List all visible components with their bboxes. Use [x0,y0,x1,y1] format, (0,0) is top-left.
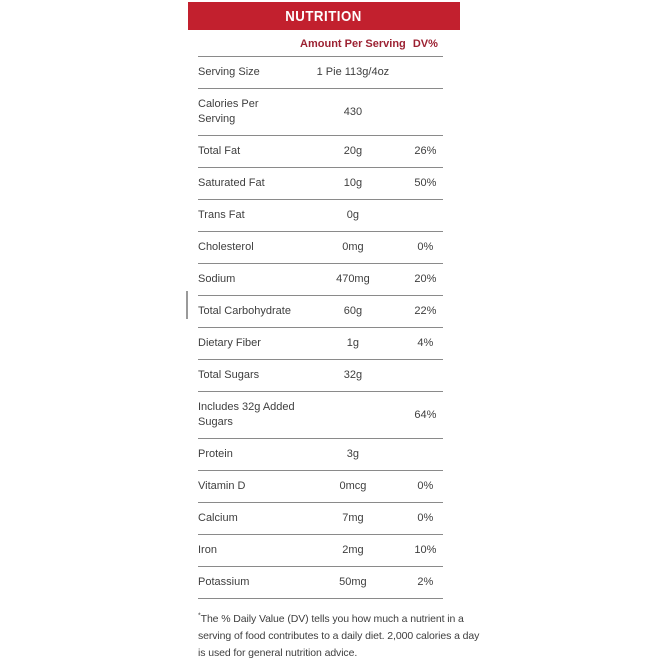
table-row [198,535,443,567]
column-header-dv: DV% [412,38,438,50]
row-label: Protein [198,448,233,460]
nutrition-panel [188,2,480,662]
row-amount: 1g [346,337,360,349]
table-row [198,200,443,232]
cursor-artifact [186,291,188,319]
footnote-line [198,611,464,628]
row-label: Iron [198,544,217,556]
row-label: Trans Fat [198,209,245,221]
table-row [198,264,443,296]
nutrition-table [198,56,443,599]
row-amount: 3g [346,448,360,460]
row-amount: 2mg [342,544,364,556]
table-row [198,567,443,599]
row-label: Serving Size [198,66,260,78]
table-row [198,392,443,439]
row-dv: 2% [417,576,434,588]
row-dv: 26% [414,145,437,157]
row-dv: 4% [417,337,434,349]
row-label: Total Carbohydrate [198,305,291,317]
table-row [198,136,443,168]
row-amount: 0mg [342,241,364,253]
row-dv: 22% [414,305,437,317]
footnote-text: The % Daily Value (DV) tells you how much a nutrient in a [200,613,464,625]
column-header-spacer [198,38,298,50]
row-amount: 470mg [336,273,370,285]
row-dv: 50% [414,177,437,189]
row-amount: 20g [343,145,363,157]
table-row [198,296,443,328]
row-amount: 32g [343,369,363,381]
footnote-line: serving of food contributes to a daily diet. 2,000 calories a day [198,630,480,642]
table-row [198,439,443,471]
footnote [198,611,480,662]
row-dv: 64% [414,408,437,421]
column-header-row [198,30,443,56]
row-amount: 430 [343,105,363,118]
table-row [198,232,443,264]
row-label: Dietary Fiber [198,337,261,349]
row-label: Sodium [198,273,236,285]
row-label: Saturated Fat [198,177,265,189]
row-dv: 0% [417,241,434,253]
footnote-line: is used for general nutrition advice. [198,647,358,659]
table-row [198,168,443,200]
row-amount: 1 Pie 113g/4oz [316,66,390,78]
panel-title: NUTRITION [285,7,363,25]
row-amount: 10g [343,177,363,189]
table-row [198,360,443,392]
row-label: Cholesterol [198,241,254,253]
row-label: Includes 32g Added Sugars [198,401,295,428]
table-row [198,57,443,89]
row-amount: 0mcg [339,480,367,492]
table-row [198,503,443,535]
footnote-asterisk: * [198,612,201,620]
table-row [198,89,443,136]
row-amount: 0g [346,209,360,221]
row-label: Total Fat [198,145,241,157]
row-label: Calories Per Serving [198,98,259,125]
row-dv: 0% [417,480,434,492]
row-dv: 20% [414,273,437,285]
row-amount: 60g [343,305,363,317]
row-label: Potassium [198,576,250,588]
row-label: Vitamin D [198,480,246,492]
row-amount: 7mg [342,512,364,524]
table-row [198,328,443,360]
row-amount: 50mg [339,576,367,588]
column-header-amount: Amount Per Serving [300,38,406,50]
row-label: Total Sugars [198,369,260,381]
row-label: Calcium [198,512,238,524]
nutrition-title-bar [188,2,460,30]
table-row [198,471,443,503]
row-dv: 10% [414,544,437,556]
row-dv: 0% [417,512,434,524]
